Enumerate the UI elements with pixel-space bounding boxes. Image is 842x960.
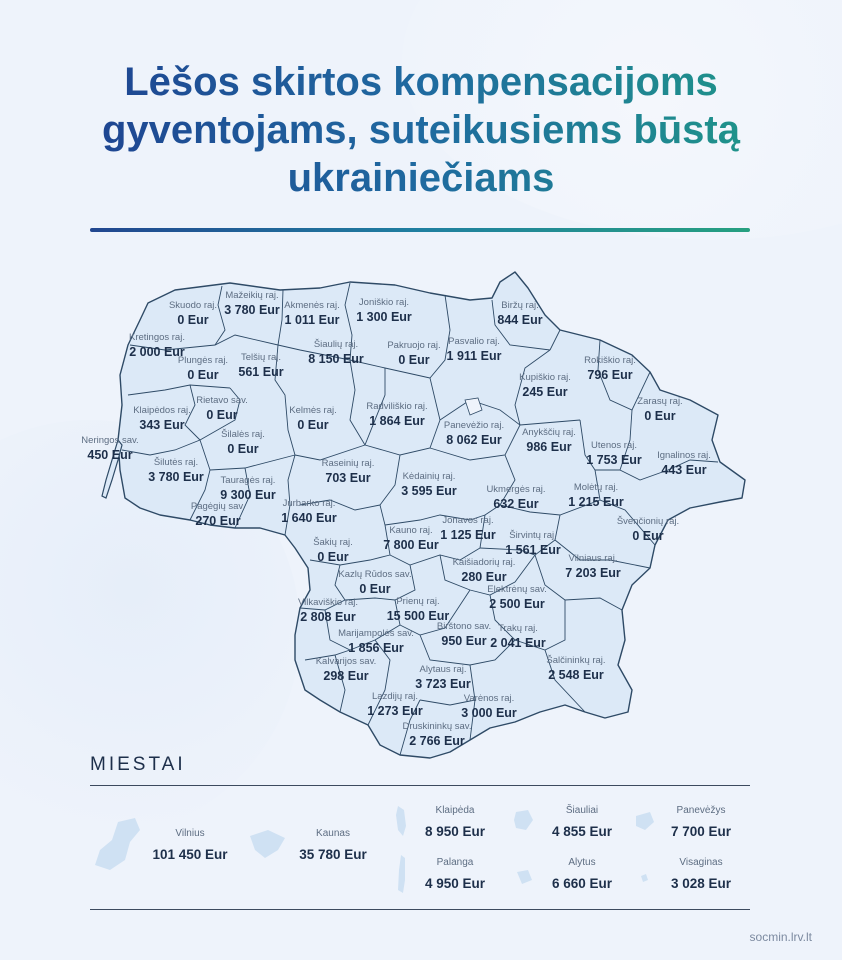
cities-section-title: MIESTAI <box>90 754 186 775</box>
region-value: 1 011 Eur <box>284 313 340 327</box>
region-name: Širvintų raj. <box>509 530 557 541</box>
region-value: 1 753 Eur <box>586 453 642 467</box>
city-value: 35 780 Eur <box>299 847 367 862</box>
region-name: Molėtų raj. <box>573 482 619 493</box>
vilnius-shape <box>95 818 140 870</box>
region-value: 844 Eur <box>497 313 543 327</box>
city-vilnius <box>135 828 245 862</box>
region-name: Raseinių raj. <box>321 458 375 469</box>
region-value: 796 Eur <box>587 368 633 382</box>
region-name: Kėdainių raj. <box>402 471 456 482</box>
region-value: 3 780 Eur <box>224 303 280 317</box>
region-value: 443 Eur <box>661 463 707 477</box>
city-klaipeda <box>400 805 510 839</box>
region-value: 1 215 Eur <box>568 495 624 509</box>
region-value: 343 Eur <box>139 418 185 432</box>
region-value: 3 000 Eur <box>461 706 517 720</box>
city-value: 4 855 Eur <box>551 824 613 839</box>
region-value: 2 000 Eur <box>129 345 185 359</box>
region-name: Kazlų Rūdos sav. <box>338 569 412 580</box>
region-value: 950 Eur <box>441 634 487 648</box>
region-name: Prienų raj. <box>396 596 440 607</box>
region-name: Šilutės raj. <box>153 457 199 468</box>
region-value: 0 Eur <box>206 408 238 422</box>
region-name: Šalčininkų raj. <box>546 655 606 666</box>
region-name: Utenos raj. <box>591 440 637 451</box>
region-value: 2 808 Eur <box>300 610 356 624</box>
region-name: Šilalės raj. <box>221 429 265 440</box>
region-name: Lazdijų raj. <box>372 691 418 702</box>
region-value: 0 Eur <box>297 418 329 432</box>
region-name: Pagėgių sav. <box>190 501 246 512</box>
region-name: Biržų raj. <box>501 300 539 311</box>
region-value: 9 300 Eur <box>220 488 276 502</box>
region-name: Vilkaviškio raj. <box>297 597 359 608</box>
region-value: 0 Eur <box>177 313 209 327</box>
region-value: 2 041 Eur <box>490 636 546 650</box>
region-value: 1 640 Eur <box>281 511 337 525</box>
region-name: Marijampolės sav. <box>338 628 414 639</box>
region-value: 2 766 Eur <box>409 734 465 748</box>
region-value: 1 273 Eur <box>367 704 423 718</box>
region-value: 561 Eur <box>238 365 284 379</box>
region-name: Jurbarko raj. <box>282 498 336 509</box>
region-name: Telšių raj. <box>240 352 282 363</box>
region-name: Kretingos raj. <box>129 332 185 343</box>
region-value: 3 780 Eur <box>148 470 204 484</box>
region-name: Šiaulių raj. <box>313 339 359 350</box>
region-name: Vilniaus raj. <box>568 553 618 564</box>
footer-source: socmin.lrv.lt <box>749 930 812 944</box>
title-line-1: Lėšos skirtos kompensacijoms <box>124 60 718 104</box>
region-name: Trakų raj. <box>498 623 538 634</box>
region-name: Druskininkų sav. <box>402 721 472 732</box>
city-alytus <box>527 857 637 891</box>
region-name: Elektrėnų sav. <box>487 584 547 595</box>
city-name: Alytus <box>568 857 596 868</box>
city-kaunas <box>278 828 388 862</box>
region-value: 0 Eur <box>398 353 430 367</box>
region-value: 15 500 Eur <box>386 609 450 623</box>
region-name: Anykščių raj. <box>522 427 576 438</box>
region-name: Tauragės raj. <box>220 475 276 486</box>
region-name: Alytaus raj. <box>419 664 467 675</box>
city-value: 4 950 Eur <box>424 876 486 891</box>
region-name: Panevėžio raj. <box>443 420 505 431</box>
city-name: Panevėžys <box>676 805 726 816</box>
region-value: 0 Eur <box>317 550 349 564</box>
region-name: Ignalinos raj. <box>657 450 711 461</box>
city-name: Šiauliai <box>565 805 599 816</box>
region-value: 280 Eur <box>461 570 507 584</box>
region-value: 1 561 Eur <box>505 543 561 557</box>
city-name: Kaunas <box>316 828 350 839</box>
region-name: Radviliškio raj. <box>366 401 428 412</box>
city-panevezys <box>646 805 756 839</box>
region-value: 1 911 Eur <box>446 349 502 363</box>
city-palanga <box>400 857 510 891</box>
region-value: 450 Eur <box>87 448 133 462</box>
city-siauliai <box>527 805 637 839</box>
region-value: 703 Eur <box>325 471 371 485</box>
region-value: 1 856 Eur <box>348 641 404 655</box>
city-name: Klaipėda <box>435 805 475 816</box>
city-value: 101 450 Eur <box>152 847 228 862</box>
region-name: Skuodo raj. <box>168 300 218 311</box>
title-line-2: gyventojams, suteikusiems būstą <box>101 108 740 152</box>
city-name: Vilnius <box>175 828 205 839</box>
region-value: 0 Eur <box>227 442 259 456</box>
region-value: 8 150 Eur <box>308 352 364 366</box>
region-value: 986 Eur <box>526 440 572 454</box>
region-name: Kelmės raj. <box>289 405 337 416</box>
region-value: 245 Eur <box>522 385 568 399</box>
region-value: 1 125 Eur <box>440 528 496 542</box>
region-name: Klaipėdos raj. <box>133 405 191 416</box>
region-name: Kupiškio raj. <box>519 372 571 383</box>
region-name: Jonavos raj. <box>442 515 494 526</box>
region-value: 298 Eur <box>323 669 369 683</box>
region-name: Švenčionių raj. <box>616 516 680 527</box>
region-name: Kauno raj. <box>389 525 433 536</box>
region-value: 632 Eur <box>493 497 539 511</box>
region-value: 1 864 Eur <box>369 414 425 428</box>
cities-bottom-divider <box>90 909 750 910</box>
region-value: 7 203 Eur <box>565 566 621 580</box>
region-name: Šakių raj. <box>313 537 353 548</box>
region-value: 1 300 Eur <box>356 310 412 324</box>
region-name: Joniškio raj. <box>358 297 410 308</box>
region-value: 2 548 Eur <box>548 668 604 682</box>
region-name: Rokiškio raj. <box>584 355 636 366</box>
region-name: Neringos sav. <box>81 435 139 446</box>
region-value: 270 Eur <box>195 514 241 528</box>
region-value: 8 062 Eur <box>446 433 502 447</box>
city-value: 6 660 Eur <box>551 876 613 891</box>
region-name: Pakruojo raj. <box>387 340 441 351</box>
region-name: Pasvalio raj. <box>448 336 500 347</box>
region-value: 3 595 Eur <box>401 484 457 498</box>
city-name: Palanga <box>436 857 474 868</box>
city-value: 3 028 Eur <box>670 876 732 891</box>
region-name: Rietavo sav. <box>196 395 248 406</box>
city-visaginas <box>646 857 756 891</box>
region-value: 2 500 Eur <box>489 597 545 611</box>
cities-top-divider <box>90 785 750 786</box>
region-value: 3 723 Eur <box>415 677 471 691</box>
region-value: 0 Eur <box>632 529 664 543</box>
region-value: 0 Eur <box>359 582 391 596</box>
region-name: Kaišiadorių raj. <box>452 557 516 568</box>
city-name: Visaginas <box>679 857 723 868</box>
region-name: Akmenės raj. <box>284 300 340 311</box>
region-value: 0 Eur <box>644 409 676 423</box>
city-value: 7 700 Eur <box>670 824 732 839</box>
region-name: Varėnos raj. <box>463 693 515 704</box>
region-value: 0 Eur <box>187 368 219 382</box>
region-name: Zarasų raj. <box>637 396 683 407</box>
title-line-3: ukrainiečiams <box>287 156 555 200</box>
region-name: Mažeikių raj. <box>225 290 279 301</box>
region-value: 7 800 Eur <box>383 538 439 552</box>
city-value: 8 950 Eur <box>424 824 486 839</box>
region-name: Plungės raj. <box>177 355 229 366</box>
region-name: Kalvarijos sav. <box>315 656 377 667</box>
region-name: Ukmergės raj. <box>486 484 546 495</box>
region-name: Birštono sav. <box>436 621 492 632</box>
